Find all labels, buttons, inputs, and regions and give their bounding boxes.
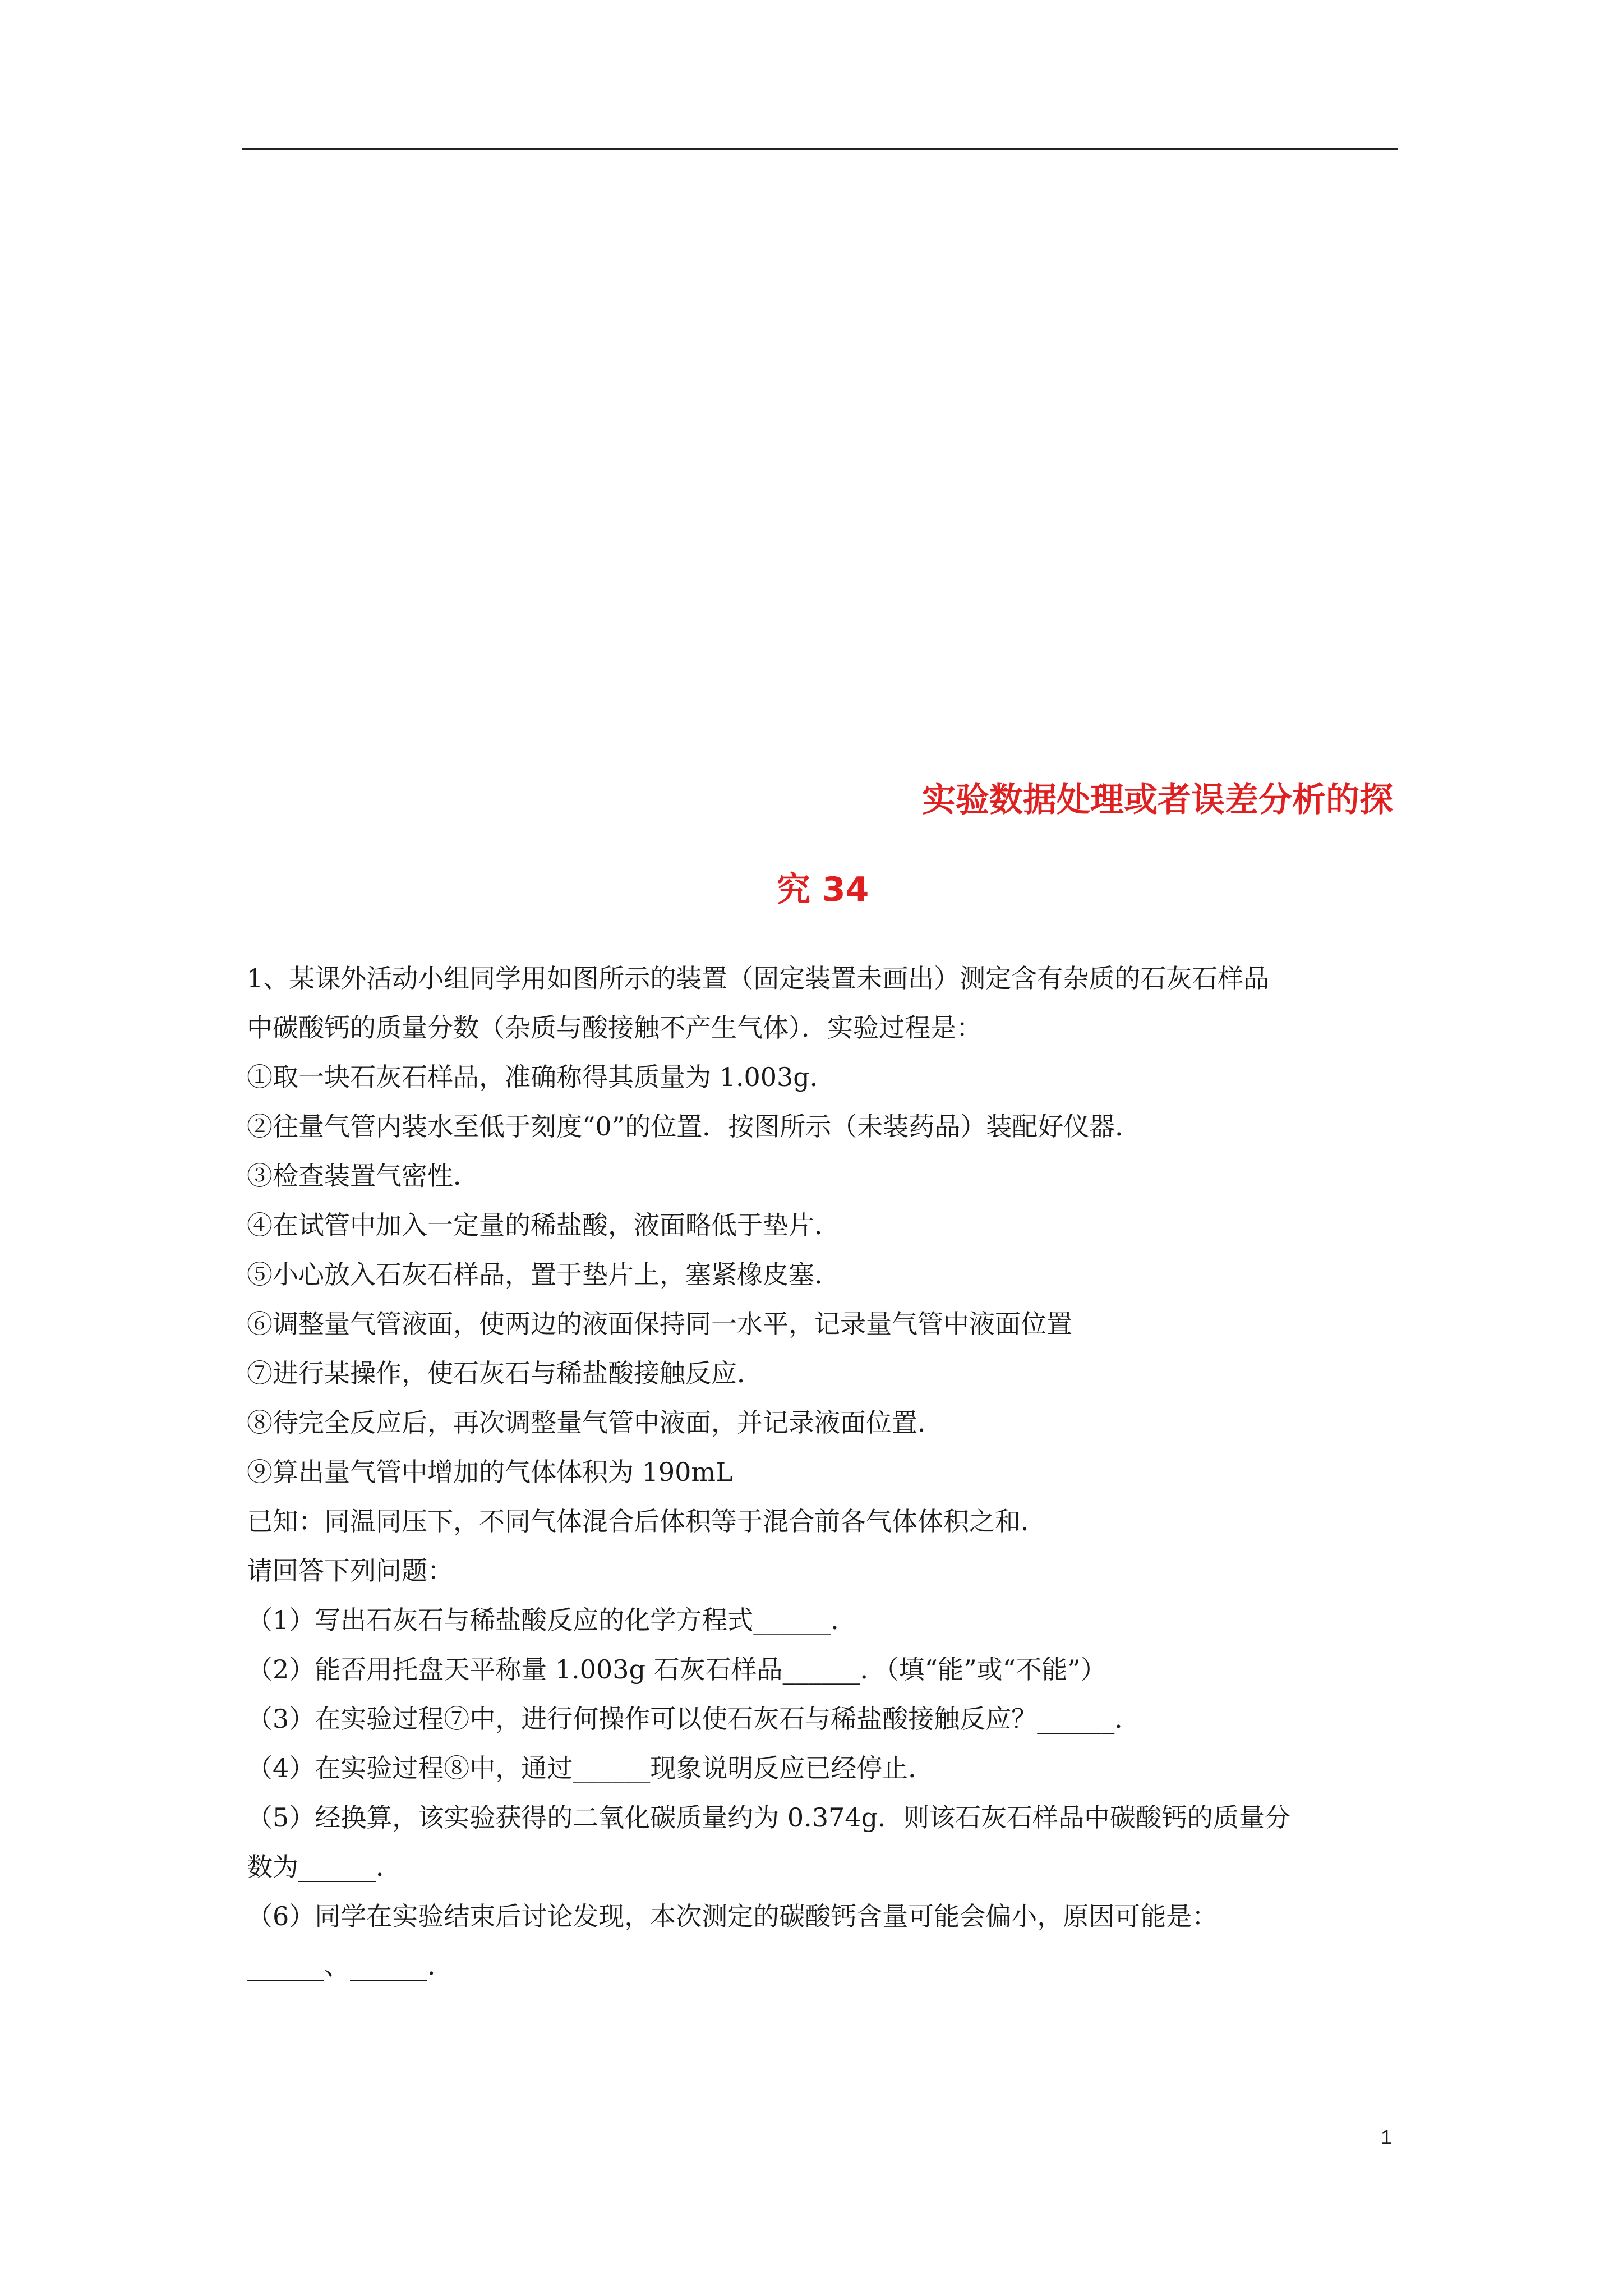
- question-6-blanks: ______、______．: [247, 1950, 453, 1981]
- question-6: （6）同学在实验结束后讨论发现，本次测定的碳酸钙含量可能会偏小，原因可能是：: [247, 1901, 1218, 1931]
- question-4: （4）在实验过程⑧中，通过______现象说明反应已经停止．: [247, 1753, 934, 1783]
- question-1: （1）写出石灰石与稀盐酸反应的化学方程式______．: [247, 1605, 857, 1635]
- question-3: （3）在实验过程⑦中，进行何操作可以使石灰石与稀盐酸接触反应？______．: [247, 1704, 1141, 1734]
- step-7: ⑦进行某操作，使石灰石与稀盐酸接触反应．: [247, 1358, 763, 1388]
- question-body: [247, 954, 1402, 1990]
- step-4: ④在试管中加入一定量的稀盐酸，液面略低于垫片．: [247, 1210, 840, 1240]
- page-number: 1: [1381, 2125, 1393, 2148]
- step-9: ⑨算出量气管中增加的气体体积为 190mL: [247, 1457, 733, 1487]
- paragraph: 1、某课外活动小组同学用如图所示的装置（固定装置未画出）测定含有杂质的石灰石样品: [247, 963, 1270, 993]
- header-rule: [242, 148, 1398, 150]
- question-5-continued: 数为______．: [247, 1852, 402, 1882]
- document-title-line-1: 实验数据处理或者误差分析的探: [922, 780, 1393, 820]
- step-6: ⑥调整量气管液面，使两边的液面保持同一水平，记录量气管中液面位置: [247, 1309, 1072, 1339]
- question-5: （5）经换算，该实验获得的二氧化碳质量约为 0.374g．则该石灰石样品中碳酸钙的质量分: [247, 1802, 1291, 1833]
- document-title-line-2: 究 34: [777, 870, 869, 909]
- step-5: ⑤小心放入石灰石样品，置于垫片上，塞紧橡皮塞．: [247, 1259, 840, 1290]
- step-3: ③检查装置气密性．: [247, 1161, 479, 1191]
- paragraph: 中碳酸钙的质量分数（杂质与酸接触不产生气体）．实验过程是：: [247, 1013, 982, 1043]
- question-2: （2）能否用托盘天平称量 1.003g 石灰石样品______．（填“能”或“不能”）: [247, 1654, 1106, 1685]
- step-1: ①取一块石灰石样品，准确称得其质量为 1.003g．: [247, 1062, 836, 1092]
- step-2: ②往量气管内装水至低于刻度“0”的位置．按图所示（未装药品）装配好仪器．: [247, 1111, 1141, 1142]
- known-condition: 已知：同温同压下，不同气体混合后体积等于混合前各气体体积之和．: [247, 1506, 1046, 1536]
- step-8: ⑧待完全反应后，再次调整量气管中液面，并记录液面位置．: [247, 1407, 943, 1438]
- prompt: 请回答下列问题：: [247, 1556, 453, 1586]
